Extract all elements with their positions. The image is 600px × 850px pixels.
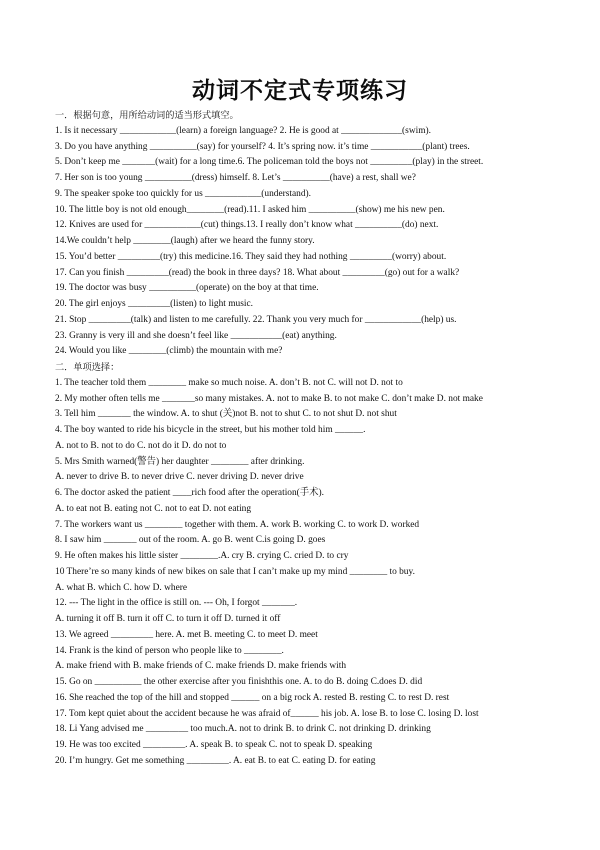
exercise-line: 1. The teacher told them ________ make so much noise. A. don’t B. not C. will not D. not to: [55, 377, 403, 388]
exercise-line: 1. Is it necessary ____________(learn) a foreign language? 2. He is good at _____________(swim).: [55, 125, 431, 136]
exercise-line: 15. You’d better _________(try) this medicine.16. They said they had nothing _________(worry) about.: [55, 251, 447, 262]
exercise-line: 8. I saw him _______ out of the room. A. go B. went C.is going D. goes: [55, 535, 326, 546]
exercise-line: 13. We agreed _________ here. A. met B. meeting C. to meet D. meet: [55, 629, 318, 640]
exercise-line: A. turning it off B. turn it off C. to turn it off D. turned it off: [55, 614, 281, 624]
exercise-line: A. not to B. not to do C. not do it D. do not to: [55, 440, 227, 451]
exercise-line: 14.We couldn’t help ________(laugh) after we heard the funny story.: [55, 236, 315, 246]
section-heading: 一．根据句意，用所给动词的适当形式填空。: [55, 110, 239, 120]
page-title: 动词不定式专项练习: [192, 78, 408, 104]
exercise-line: 24. Would you like ________(climb) the mountain with me?: [55, 346, 283, 357]
exercise-line: 20. The girl enjoys _________(listen) to light music.: [55, 299, 253, 309]
exercise-line: 12. --- The light in the office is still on. --- Oh, I forgot _______.: [55, 598, 298, 609]
exercise-line: A. what B. which C. how D. where: [55, 582, 188, 593]
section-heading: 二．单项选择：: [55, 362, 120, 372]
exercise-line: A. make friend with B. make friends of C. make friends D. make friends with: [55, 661, 347, 672]
exercise-line: 6. The doctor asked the patient ____rich food after the operation(手术).: [55, 488, 325, 498]
exercise-lines: [55, 108, 575, 770]
exercise-line: 19. He was too excited _________. A. speak B. to speak C. not to speak D. speaking: [55, 740, 373, 750]
exercise-line: A. to eat not B. eating not C. not to eat D. not eating: [55, 503, 252, 514]
exercise-line: 7. The workers want us ________ together with them. A. work B. working C. to work D. worked: [55, 519, 420, 530]
exercise-line: A. never to drive B. to never drive C. never driving D. never drive: [55, 472, 304, 483]
exercise-line: 20. I’m hungry. Get me something _________. A. eat B. to eat C. eating D. for eating: [55, 755, 376, 766]
exercise-line: 5. Mrs Smith warned(警告) her daughter ________ after drinking.: [55, 456, 305, 467]
exercise-line: 2. My mother often tells me _______so many mistakes. A. not to make B. to not make C. don’t make D. not make: [55, 393, 483, 404]
exercise-line: 3. Tell him _______ the window. A. to shut (关)not B. not to shut C. to not shut D. not shut: [55, 409, 397, 420]
exercise-line: 16. She reached the top of the hill and stopped ______ on a big rock A. rested B. resting C. to rest D. rest: [55, 692, 450, 703]
exercise-line: 21. Stop _________(talk) and listen to me carefully. 22. Thank you very much for ____________(help) us.: [55, 314, 457, 325]
exercise-line: 3. Do you have anything __________(say) for yourself? 4. It’s spring now. it’s time ___________(plant) trees.: [55, 141, 470, 152]
exercise-line: 7. Her son is too young __________(dress) himself. 8. Let’s __________(have) a rest, shall we?: [55, 173, 416, 183]
exercise-line: 9. He often makes his little sister ________.A. cry B. crying C. cried D. to cry: [55, 551, 349, 561]
exercise-line: 15. Go on __________ the other exercise after you finishthis one. A. to do B. doing C.does D. did: [55, 677, 423, 687]
exercise-line: 14. Frank is the kind of person who people like to ________.: [55, 645, 284, 656]
exercise-line: 19. The doctor was busy __________(operate) on the boy at that time.: [55, 283, 319, 294]
exercise-line: 18. Li Yang advised me _________ too much.A. not to drink B. to drink C. not drinking D. drinking: [55, 724, 431, 735]
exercise-line: 12. Knives are used for ____________(cut) things.13. I really don’t know what __________(do) next.: [55, 220, 439, 231]
exercise-line: 10 There’re so many kinds of new bikes on sale that I can’t make up my mind ________ to buy.: [55, 566, 415, 577]
exercise-line: 4. The boy wanted to ride his bicycle in the street, but his mother told him ______.: [55, 425, 366, 435]
exercise-line: 9. The speaker spoke too quickly for us ____________(understand).: [55, 188, 312, 199]
exercise-line: 17. Tom kept quiet about the accident because he was afraid of______ his job. A. lose B. to lose C. losing D. lost: [55, 708, 479, 719]
exercise-line: 5. Don’t keep me _______(wait) for a long time.6. The policeman told the boys not _________(play) in the street.: [55, 157, 484, 168]
exercise-line: 17. Can you finish _________(read) the book in three days? 18. What about _________(go) out for a walk?: [55, 267, 460, 278]
exercise-line: 23. Granny is very ill and she doesn’t feel like ___________(eat) anything.: [55, 330, 337, 341]
exercise-line: 10. The little boy is not old enough________(read).11. I asked him __________(show) me his new pen.: [55, 204, 445, 215]
